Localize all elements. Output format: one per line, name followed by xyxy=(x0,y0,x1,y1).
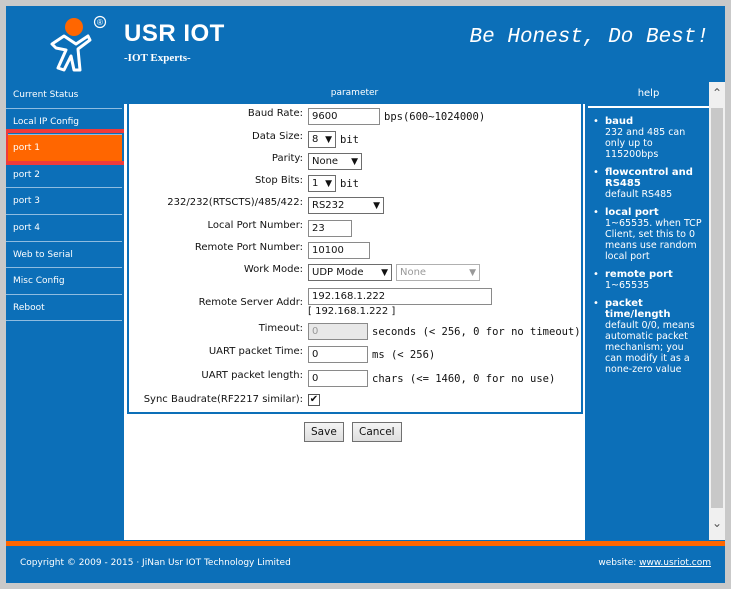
uart-time-input[interactable]: 0 xyxy=(308,346,368,363)
sync-baud-checkbox[interactable]: ✔ xyxy=(309,394,319,405)
help-title: • baud xyxy=(605,116,634,127)
local-port-input[interactable]: 23 xyxy=(308,220,352,237)
work-mode-secondary-value: None xyxy=(400,267,427,278)
help-title: • remote port xyxy=(605,269,673,280)
chevron-down-icon: ▼ xyxy=(469,267,476,278)
work-mode-value: UDP Mode xyxy=(312,267,364,278)
page-header xyxy=(6,6,725,80)
help-scrollbar[interactable] xyxy=(709,82,725,540)
timeout-unit: seconds (< 256, 0 for no timeout) xyxy=(372,325,581,338)
website-info xyxy=(598,558,711,568)
save-button[interactable]: Save xyxy=(304,422,344,442)
nav-item-local-ip-config[interactable]: Local IP Config xyxy=(6,109,122,136)
baud-rate-label: Baud Rate: xyxy=(247,108,303,119)
brand-subtitle: -IOT Experts- xyxy=(124,52,191,64)
data-size-select[interactable] xyxy=(308,131,336,148)
stop-bits-label: Stop Bits: xyxy=(254,175,303,186)
parity-select[interactable] xyxy=(308,153,362,170)
parameter-form xyxy=(127,104,583,414)
help-item-packet xyxy=(593,298,703,375)
parity-value: None xyxy=(312,156,339,167)
baud-rate-input[interactable]: 9600 xyxy=(308,108,380,125)
local-port-label: Local Port Number: xyxy=(207,220,303,231)
nav-item-port-1[interactable]: port 1 xyxy=(6,135,122,162)
parameter-panel xyxy=(124,82,585,540)
baud-rate-unit: bps(600~1024000) xyxy=(384,110,486,123)
work-mode-secondary-select[interactable] xyxy=(396,264,480,281)
work-mode-select[interactable] xyxy=(308,264,392,281)
slogan: Be Honest, Do Best! xyxy=(469,26,709,49)
remote-server-input[interactable]: 192.168.1.222 xyxy=(308,288,492,305)
nav-item-port-3[interactable]: port 3 xyxy=(6,188,122,215)
chevron-down-icon: ▼ xyxy=(325,134,332,145)
help-text: 1~65535. when TCP Client, set this to 0 means use random local port xyxy=(605,218,702,262)
scroll-thumb[interactable] xyxy=(711,108,723,508)
interface-label: 232/232(RTSCTS)/485/422: xyxy=(167,197,303,208)
help-list xyxy=(588,108,709,375)
help-title: • flowcontrol and RS485 xyxy=(605,167,693,189)
nav-item-current-status[interactable]: Current Status xyxy=(6,82,122,109)
stop-bits-unit: bit xyxy=(340,177,359,190)
website-label: website: xyxy=(598,558,637,568)
interface-value: RS232 xyxy=(312,200,345,211)
stop-bits-value: 1 xyxy=(312,178,319,189)
help-item-local-port xyxy=(593,207,703,262)
stop-bits-select[interactable] xyxy=(308,175,336,192)
remote-port-input[interactable]: 10100 xyxy=(308,242,370,259)
svg-text:®: ® xyxy=(97,18,103,27)
help-text: default RS485 xyxy=(605,189,673,200)
remote-server-resolved: [ 192.168.1.222 ] xyxy=(308,306,396,317)
chevron-down-icon[interactable]: ⌄ xyxy=(711,516,723,530)
data-size-label: Data Size: xyxy=(252,131,303,142)
nav-item-port-2[interactable]: port 2 xyxy=(6,162,122,189)
brand-name: USR IOT xyxy=(124,20,225,47)
parity-label: Parity: xyxy=(271,153,303,164)
copyright-text: Copyright © 2009 - 2015 · JiNan Usr IOT Technology Limited xyxy=(20,558,291,568)
nav-item-misc-config[interactable]: Misc Config xyxy=(6,268,122,295)
chevron-up-icon[interactable]: ⌃ xyxy=(711,86,723,100)
uart-time-label: UART packet Time: xyxy=(208,346,303,357)
chevron-down-icon: ▼ xyxy=(381,267,388,278)
uart-length-unit: chars (<= 1460, 0 for no use) xyxy=(372,372,556,385)
page-footer xyxy=(6,546,725,583)
chevron-down-icon: ▼ xyxy=(325,178,332,189)
help-panel xyxy=(588,82,709,540)
cancel-button[interactable]: Cancel xyxy=(352,422,402,442)
help-item-remote-port xyxy=(593,269,703,291)
uart-length-input[interactable]: 0 xyxy=(308,370,368,387)
usr-logo-icon xyxy=(46,14,108,76)
work-mode-label: Work Mode: xyxy=(243,264,303,275)
data-size-value: 8 xyxy=(312,134,319,145)
sidebar-nav xyxy=(6,82,122,540)
website-link[interactable]: www.usriot.com xyxy=(639,558,711,568)
help-item-flowcontrol xyxy=(593,167,703,200)
data-size-unit: bit xyxy=(340,133,359,146)
remote-port-label: Remote Port Number: xyxy=(194,242,303,253)
chevron-down-icon: ▼ xyxy=(373,200,380,211)
interface-select[interactable] xyxy=(308,197,384,214)
parameter-header: parameter xyxy=(124,82,585,104)
uart-time-unit: ms (< 256) xyxy=(372,348,436,361)
timeout-label: Timeout: xyxy=(258,323,303,334)
remote-server-label: Remote Server Addr: xyxy=(198,297,303,308)
nav-item-reboot[interactable]: Reboot xyxy=(6,295,122,322)
nav-item-web-to-serial[interactable]: Web to Serial xyxy=(6,242,122,269)
help-text: default 0/0, means automatic packet mechanism; you can modify it as a none-zero value xyxy=(605,320,695,375)
nav-item-port-4[interactable]: port 4 xyxy=(6,215,122,242)
help-text: 1~65535 xyxy=(605,280,650,291)
help-title: • local port xyxy=(605,207,659,218)
chevron-down-icon: ▼ xyxy=(351,156,358,167)
uart-length-label: UART packet length: xyxy=(201,370,303,381)
sync-baud-label: Sync Baudrate(RF2217 similar): xyxy=(143,394,303,405)
help-title: • packet time/length xyxy=(605,298,671,320)
timeout-input[interactable]: 0 xyxy=(308,323,368,340)
help-text: 232 and 485 can only up to 115200bps xyxy=(605,127,686,160)
help-header: help xyxy=(588,82,709,108)
help-item-baud xyxy=(593,116,703,160)
